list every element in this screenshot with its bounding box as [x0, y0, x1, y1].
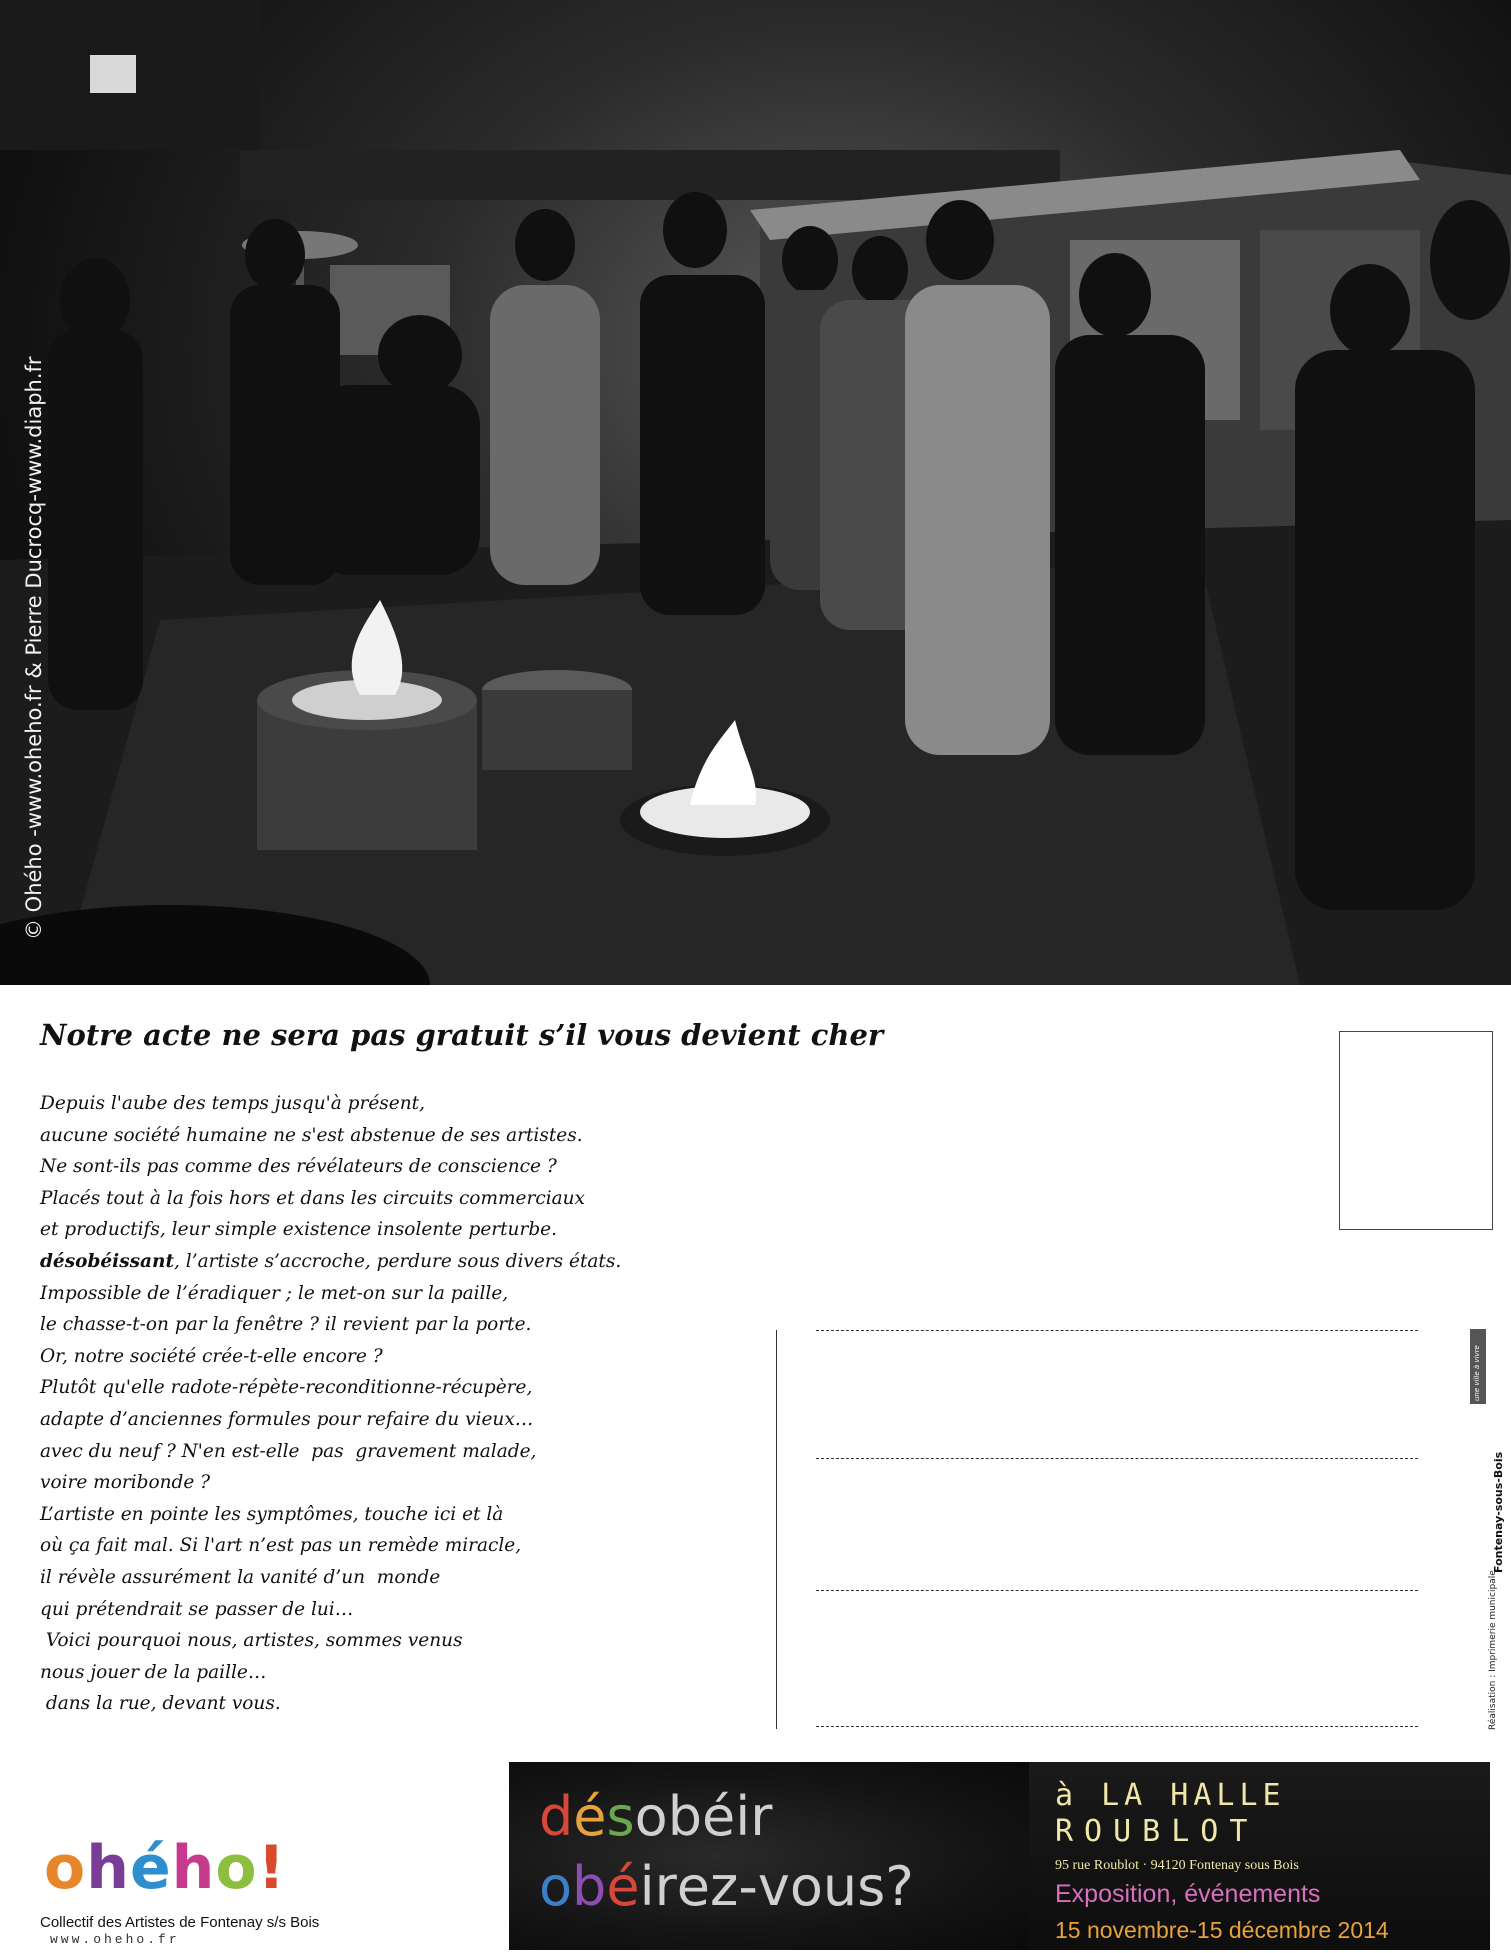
- banner-word-desobeir: [539, 1785, 773, 1848]
- banner-letter: s: [606, 1785, 635, 1848]
- banner-letter: b: [667, 1785, 702, 1848]
- banner-letter: é: [606, 1855, 640, 1918]
- poem-line: désobéissant, l’artiste s’accroche, perdure sous divers états.: [40, 1250, 622, 1272]
- address-line: [816, 1726, 1418, 1727]
- poem-line: Depuis l'aube des temps jusqu'à présent,: [40, 1093, 425, 1114]
- poem-line: qui prétendrait se passer de lui…: [40, 1598, 354, 1620]
- banner-letter: o: [634, 1785, 668, 1848]
- banner-letter: b: [572, 1855, 607, 1918]
- exhibition-label: Exposition, événements: [1055, 1880, 1321, 1908]
- poem-line: L’artiste en pointe les symptômes, touche ici et là: [40, 1503, 504, 1525]
- poem-line: il révèle assurément la vanité d’un monde: [40, 1566, 441, 1588]
- poem-line: le chasse-t-on par la fenêtre ? il revient par la porte.: [40, 1314, 532, 1336]
- poem-line: Placés tout à la fois hors et dans les circuits commerciaux: [40, 1187, 585, 1209]
- poem-line: dans la rue, devant vous.: [40, 1693, 281, 1715]
- exhibition-banner: [509, 1762, 1490, 1950]
- city-logo-strip: [1470, 1329, 1486, 1404]
- banner-letter: e: [676, 1855, 711, 1918]
- stamp-box: [1339, 1031, 1493, 1230]
- poem-line: Plutôt qu'elle radote-répète-reconditionne-récupère,: [40, 1377, 533, 1399]
- city-name: Fontenay-sous-Bois: [1492, 1451, 1505, 1573]
- banner-letter: r: [654, 1855, 677, 1918]
- poem-line: adapte d’anciennes formules pour refaire du vieux…: [40, 1408, 534, 1430]
- oheho-logo: [40, 1833, 400, 1950]
- oheho-letter: é: [129, 1833, 172, 1903]
- printer-credit: Réalisation : Imprimerie municipale: [1488, 1570, 1498, 1730]
- banner-letter: ?: [885, 1855, 914, 1918]
- poem-line: Voici pourquoi nous, artistes, sommes venus: [40, 1630, 463, 1652]
- venue-line-2: ROUBLOT: [1055, 1814, 1259, 1849]
- banner-letter: é: [701, 1785, 736, 1848]
- photo-credit: © Ohého -www.oheho.fr & Pierre Ducrocq-www.diaph.fr: [22, 356, 46, 940]
- headline: Notre acte ne sera pas gratuit s’il vous devient cher: [40, 1018, 884, 1052]
- poem: [40, 1088, 760, 1720]
- oheho-tagline: Collectif des Artistes de Fontenay s/s Bois: [40, 1914, 320, 1931]
- banner-letter: o: [539, 1855, 573, 1918]
- oheho-letter: !: [257, 1833, 286, 1903]
- oheho-letter: o: [215, 1833, 258, 1903]
- oheho-letter: h: [171, 1833, 216, 1903]
- oheho-letter: h: [86, 1833, 130, 1903]
- banner-letter: -: [738, 1855, 758, 1918]
- oheho-wordmark: [44, 1833, 286, 1903]
- banner-letter: u: [822, 1855, 858, 1918]
- oheho-url: www.oheho.fr: [50, 1932, 180, 1947]
- address-line: [816, 1590, 1418, 1591]
- poem-line: voire moribonde ?: [40, 1472, 211, 1494]
- poem-line: Ne sont-ils pas comme des révélateurs de conscience ?: [40, 1156, 557, 1178]
- banner-letter: r: [750, 1785, 773, 1848]
- city-logo: [1468, 1329, 1488, 1491]
- venue-address: 95 rue Roublot · 94120 Fontenay sous Bois: [1055, 1858, 1299, 1873]
- poem-line: Or, notre société crée-t-elle encore ?: [40, 1345, 383, 1367]
- poem-line: nous jouer de la paille…: [40, 1661, 267, 1683]
- banner-letter: z: [710, 1855, 739, 1918]
- banner-letter: i: [735, 1785, 751, 1848]
- poem-bold-word: désobéissant: [40, 1250, 175, 1272]
- banner-letter: s: [857, 1855, 886, 1918]
- banner-letter: v: [757, 1855, 790, 1918]
- city-tagline: une ville à vivre: [1473, 1345, 1481, 1401]
- postcard-divider: [776, 1330, 777, 1729]
- poem-line: et productifs, leur simple existence insolente perturbe.: [40, 1219, 557, 1241]
- poem-line: où ça fait mal. Si l'art n’est pas un remède miracle,: [40, 1535, 522, 1557]
- oheho-letter: o: [44, 1833, 87, 1903]
- banner-letter: o: [789, 1855, 823, 1918]
- poem-line: Impossible de l’éradiquer ; le met-on sur la paille,: [40, 1282, 509, 1304]
- poem-line: avec du neuf ? N'en est-elle pas gravement malade,: [40, 1440, 537, 1462]
- venue-line-1: à LA HALLE: [1055, 1778, 1286, 1813]
- banner-letter: é: [573, 1785, 607, 1848]
- address-line: [816, 1458, 1418, 1459]
- banner-word-obeirez-vous: [539, 1855, 914, 1918]
- banner-letter: i: [639, 1855, 655, 1918]
- exhibition-dates: 15 novembre-15 décembre 2014: [1055, 1917, 1389, 1943]
- address-line: [816, 1330, 1418, 1331]
- banner-letter: d: [539, 1785, 574, 1848]
- poem-line: aucune société humaine ne s'est abstenue de ses artistes.: [40, 1124, 583, 1146]
